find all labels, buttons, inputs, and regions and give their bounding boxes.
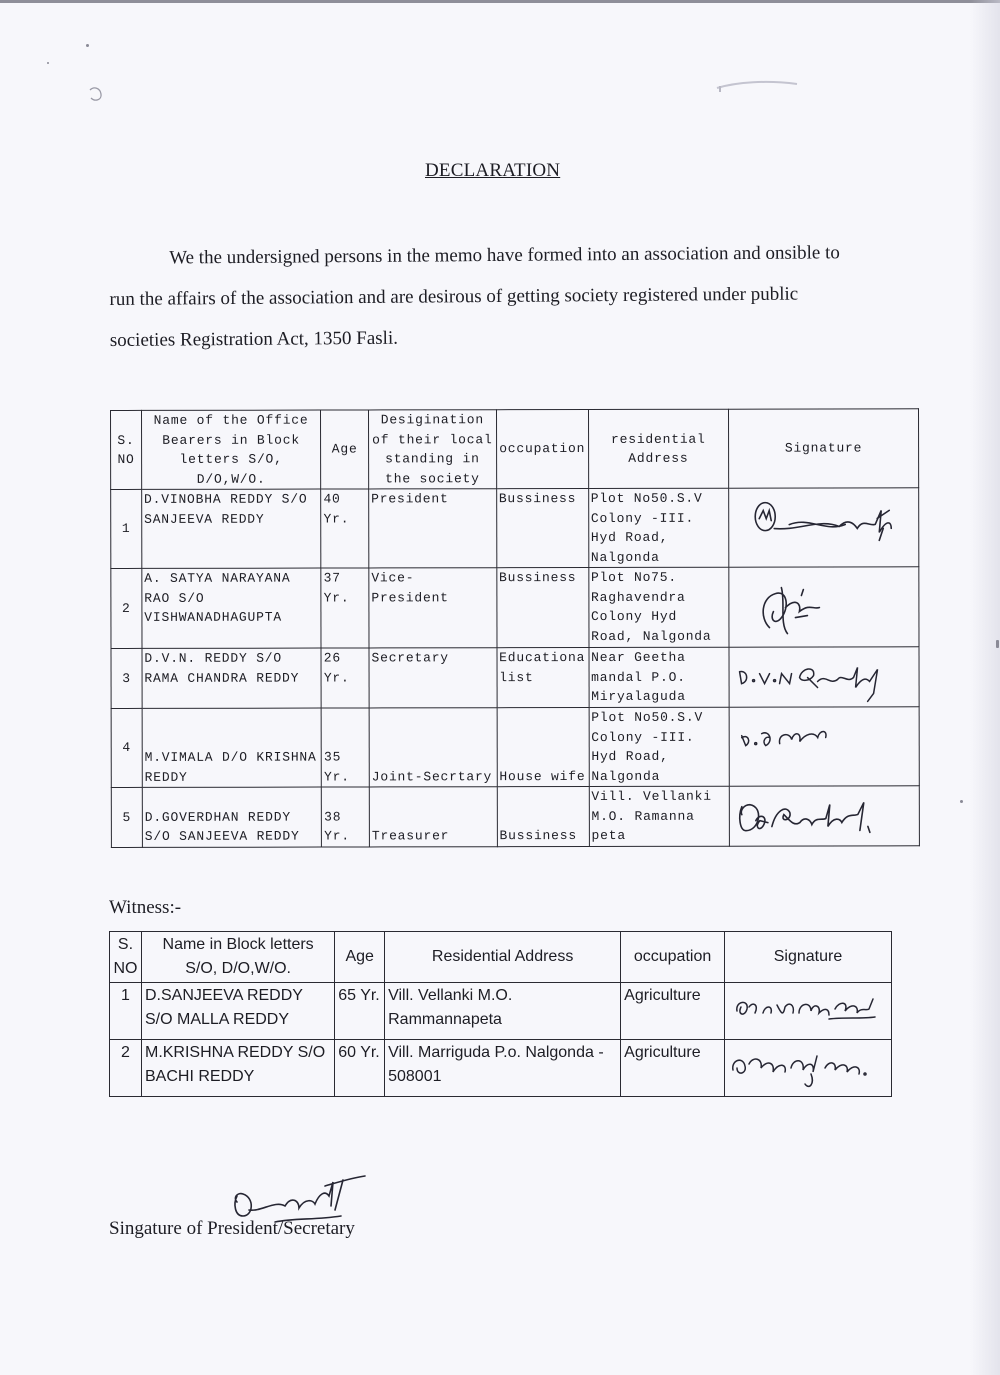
cell-age: 40 Yr.	[321, 489, 369, 568]
cell-name: M.KRISHNA REDDY S/O BACHI REDDY	[141, 1040, 334, 1097]
cell-signature	[724, 1040, 891, 1097]
handwritten-signature	[729, 567, 918, 645]
declaration-paragraph	[109, 232, 900, 361]
cell-designation: Joint-Secrtary	[369, 708, 497, 787]
scan-top-edge	[0, 0, 1000, 3]
col-header-occupation: occupation	[621, 932, 725, 983]
cell-occupation: Agriculture	[621, 983, 725, 1040]
col-header-occupation: occupation	[496, 409, 588, 488]
scan-speck	[960, 800, 963, 803]
cell-sno: 3	[111, 648, 142, 708]
cell-name: D.VINOBHA REDDY S/O SANJEEVA REDDY	[142, 489, 322, 568]
cell-address: Near Geetha mandal P.O. Miryalaguda	[589, 647, 729, 707]
table-header-row	[110, 932, 892, 983]
table-row	[111, 707, 919, 788]
cell-address: Vill. Vellanki M.O. Rammannapeta	[385, 983, 621, 1040]
col-header-age: Age	[321, 410, 369, 489]
cell-designation: President	[369, 489, 497, 568]
cell-age: 38 Yr.	[322, 787, 370, 847]
scan-right-edge	[970, 0, 1000, 1375]
col-header-address: Residential Address	[385, 932, 621, 983]
col-header-address: residential Address	[588, 409, 728, 488]
paragraph-line: run the affairs of the association and are desirous of getting society registered under public	[109, 283, 799, 310]
cell-age: 65 Yr.	[335, 983, 385, 1040]
witness-label: Witness:-	[109, 897, 182, 918]
cell-address: Vill. Vellanki M.O. Ramanna peta	[589, 786, 729, 846]
cell-sno: 1	[111, 489, 142, 568]
witness-table	[109, 931, 892, 1097]
table-row	[111, 567, 919, 649]
table-row	[110, 983, 892, 1040]
footer-signature-label: Singature of President/Secretary	[109, 1218, 355, 1239]
col-header-signature: Signature	[724, 932, 891, 983]
cell-sno: 5	[111, 787, 142, 847]
cell-signature	[729, 786, 919, 846]
cell-signature	[729, 488, 919, 567]
table-row	[111, 786, 919, 847]
col-header-age: Age	[335, 932, 385, 983]
handwritten-signature	[725, 1040, 891, 1088]
col-header-signature: Signature	[728, 409, 918, 488]
cell-address: Plot No50.S.V Colony -III. Hyd Road, Nalgonda	[589, 707, 729, 786]
cell-age: 26 Yr.	[321, 648, 369, 708]
cell-sno: 1	[110, 983, 142, 1040]
cell-occupation: Bussiness	[496, 567, 588, 647]
col-header-sno: S. NO	[111, 410, 142, 489]
table-header-row	[111, 409, 919, 490]
table-row	[111, 647, 919, 709]
cell-occupation: Bussiness	[496, 488, 588, 567]
president-signature	[215, 1170, 375, 1230]
handwritten-signature	[729, 488, 918, 546]
paragraph-line: societies Registration Act, 1350 Fasli.	[109, 327, 399, 351]
cell-designation: Secretary	[369, 648, 497, 708]
cell-name: D.SANJEEVA REDDY S/O MALLA REDDY	[141, 983, 334, 1040]
cell-sno: 2	[111, 568, 142, 648]
cell-name: A. SATYA NARAYANA RAO S/O VISHWANADHAGUPTA	[142, 568, 322, 648]
handwritten-signature	[730, 786, 919, 843]
cell-signature	[729, 567, 919, 647]
cell-signature	[729, 707, 919, 786]
col-header-name: Name of the Office Bearers in Block letters S/O, D/O,W/O.	[141, 410, 321, 489]
cell-sno: 2	[110, 1040, 142, 1097]
cell-occupation: House wife	[497, 707, 589, 786]
office-bearers-table	[110, 408, 920, 847]
paragraph-line: We the undersigned persons in the memo have formed into an association and onsible to	[169, 242, 840, 269]
cell-sno: 4	[111, 708, 142, 787]
table-row	[110, 1040, 892, 1097]
cell-age: 60 Yr.	[335, 1040, 385, 1097]
cell-address: Vill. Marriguda P.o. Nalgonda - 508001	[385, 1040, 621, 1097]
scan-speck	[996, 640, 999, 648]
col-header-sno: S. NO	[110, 932, 142, 983]
handwritten-signature	[725, 983, 891, 1031]
handwritten-signature	[729, 647, 918, 705]
cell-signature	[724, 983, 891, 1040]
table-row	[111, 488, 919, 569]
cell-name: M.VIMALA D/O KRISHNA REDDY	[142, 708, 322, 787]
cell-address: Plot No50.S.V Colony -III. Hyd Road, Nalgonda	[588, 488, 728, 567]
cell-designation: Treasurer	[369, 787, 497, 847]
cell-occupation: Educationa list	[497, 647, 589, 707]
scan-smudge	[712, 74, 802, 94]
cell-occupation: Agriculture	[621, 1040, 725, 1097]
cell-name: D.V.N. REDDY S/O RAMA CHANDRA REDDY	[142, 648, 322, 708]
scan-speck	[86, 44, 89, 47]
col-header-name: Name in Block letters S/O, D/O,W/O.	[141, 932, 334, 983]
punch-mark	[84, 84, 108, 106]
col-header-designation: Desigination of their local standing in the society	[368, 410, 496, 489]
cell-designation: Vice- President	[369, 568, 497, 648]
cell-age: 37 Yr.	[321, 568, 369, 648]
scan-speck	[47, 62, 49, 64]
cell-name: D.GOVERDHAN REDDY S/O SANJEEVA REDDY	[142, 787, 322, 847]
page-title: DECLARATION	[425, 160, 561, 181]
cell-age: 35 Yr.	[321, 708, 369, 787]
cell-occupation: Bussiness	[497, 786, 589, 846]
cell-address: Plot No75. Raghavendra Colony Hyd Road, Nalgonda	[588, 567, 728, 647]
cell-signature	[729, 647, 919, 707]
handwritten-signature	[730, 707, 919, 764]
